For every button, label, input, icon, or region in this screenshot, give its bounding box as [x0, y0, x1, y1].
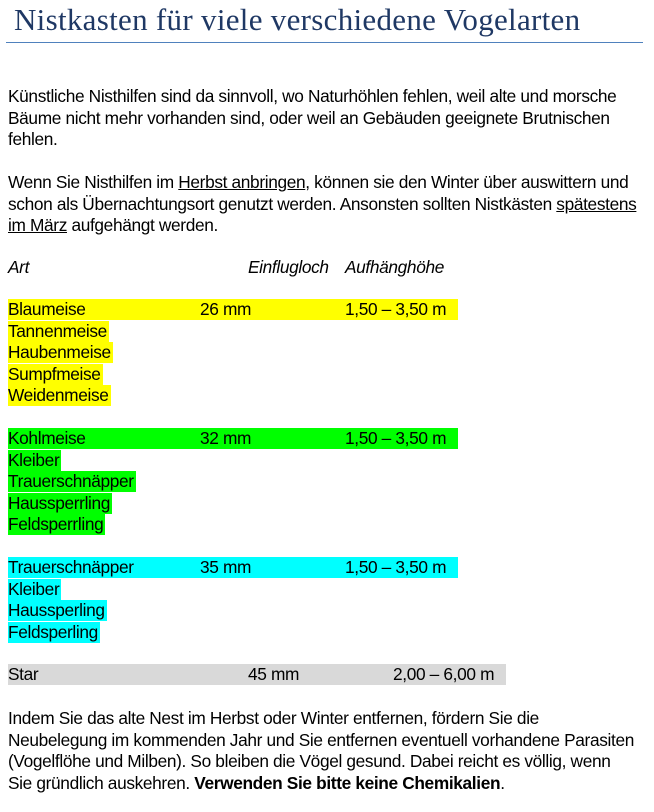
group-3-height: 1,50 – 3,50 m — [345, 557, 447, 577]
species-name: Feldsperrling — [8, 514, 104, 534]
species-name: Weidenmeise — [8, 385, 109, 405]
species-name: Haussperrling — [8, 493, 111, 513]
title-underline — [6, 42, 643, 43]
outro-paragraph — [8, 708, 638, 794]
intro-paragraph-2 — [8, 172, 638, 237]
header-art: Art — [8, 257, 30, 277]
species-name: Haussperling — [8, 600, 105, 620]
group-4-height: 2,00 – 6,00 m — [393, 664, 495, 684]
species-name: Feldsperling — [8, 622, 98, 642]
species-name: Sumpfmeise — [8, 364, 101, 384]
species-name: Haubenmeise — [8, 342, 111, 362]
species-name: Kleiber — [8, 579, 60, 599]
species-name: Kleiber — [8, 450, 60, 470]
species-name: Kohlmeise — [8, 428, 86, 448]
intro-text-c: aufgehängt werden. — [67, 215, 218, 235]
group-1-hole: 26 mm — [200, 299, 252, 319]
species-name: Star — [8, 664, 39, 684]
outro-end: . — [500, 772, 505, 793]
intro-text-a: Wenn Sie Nisthilfen im — [8, 172, 179, 192]
species-name: Trauerschnäpper — [8, 557, 134, 577]
species-name: Trauerschnäpper — [8, 471, 134, 491]
herbst-anbringen-text: Herbst anbringen — [178, 172, 306, 192]
outro-bold-text: Verwenden Sie bitte keine Chemikalien — [194, 772, 501, 793]
header-aufhaenghoehe: Aufhänghöhe — [345, 257, 444, 277]
group-2-hole: 32 mm — [200, 428, 252, 448]
group-1-height: 1,50 – 3,50 m — [345, 299, 447, 319]
page-title: Nistkasten für viele verschiedene Vogelarten — [14, 2, 581, 37]
intro-text-b: , können sie den Winter über auswittern und schon als Übernachtungsort genutzt werden. Ansonsten sollten Nistkästen — [8, 172, 629, 214]
group-3-hole: 35 mm — [200, 557, 252, 577]
species-name: Tannenmeise — [8, 321, 107, 341]
intro-paragraph-1: Künstliche Nisthilfen sind da sinnvoll, wo Naturhöhlen fehlen, weil alte und morsche Bäume nicht mehr vorhanden sind, oder weil an Gebäuden geeignete Brutnischen fehlen. — [8, 86, 617, 149]
header-einflugloch: Einflugloch — [248, 257, 329, 277]
group-4-hole: 45 mm — [248, 664, 300, 684]
species-name: Blaumeise — [8, 299, 86, 319]
outro-text: Indem Sie das alte Nest im Herbst oder Winter entfernen, fördern Sie die Neubelegung im kommenden Jahr und Sie entfernen eventuell vorhandene Parasiten (Vogelflöhe und Milben). So bleiben die Vögel gesund. Dabei reicht es völlig, wenn Sie gründlich auskehren. — [8, 708, 634, 793]
spaetestens-maerz-text: spätestens im März — [8, 193, 637, 235]
group-2-height: 1,50 – 3,50 m — [345, 428, 447, 448]
